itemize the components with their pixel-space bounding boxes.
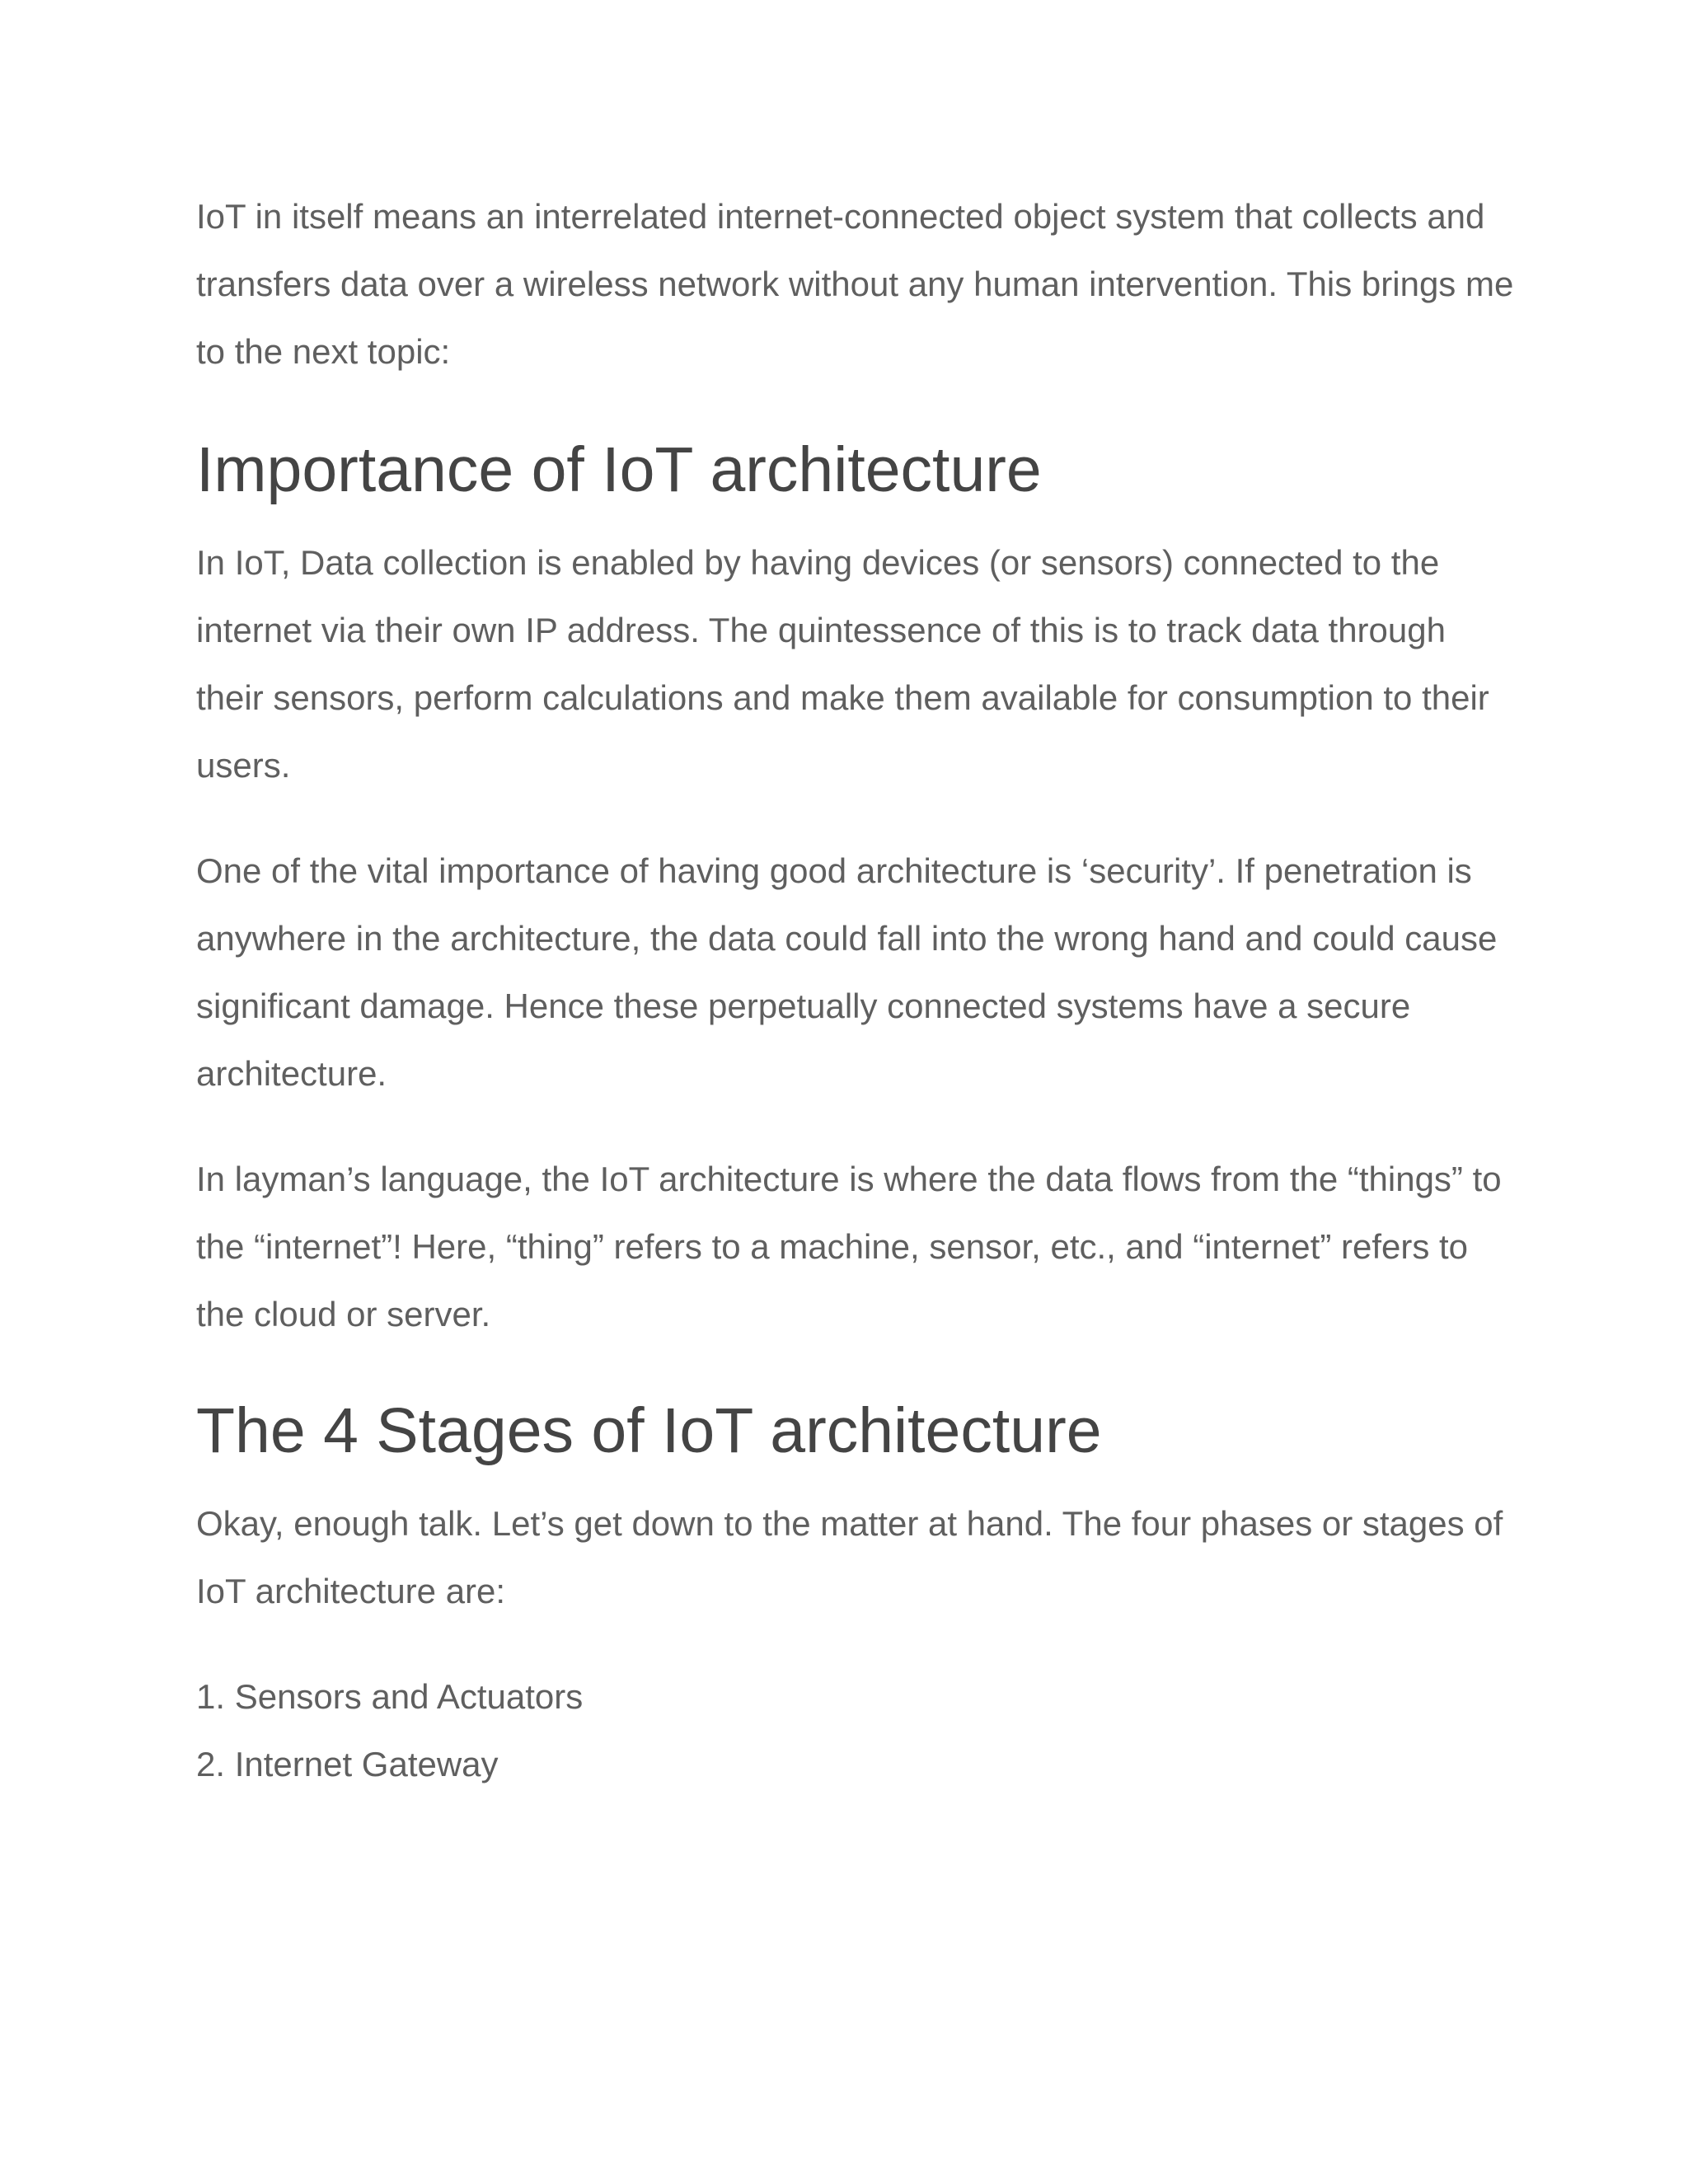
intro-paragraph: IoT in itself means an interrelated internet-connected object system that collects and transfers data over a wireless network without any human intervention. This brings me to the next topic: <box>196 197 1514 371</box>
importance-paragraph-3: In layman’s language, the IoT architecture is where the data flows from the “things” to the “internet”! Here, “thing” refers to a machine, sensor, etc., and “internet” refers to the cloud or server. <box>196 1160 1502 1333</box>
stages-list <box>196 1663 1515 1798</box>
document-page <box>196 183 1515 1798</box>
list-item: 1. Sensors and Actuators <box>196 1677 584 1716</box>
importance-paragraph-2: One of the vital importance of having good architecture is ‘security’. If penetration is anywhere in the architecture, the data could fall into the wrong hand and could cause significant damage. Hence these perpetually connected systems have a secure architecture. <box>196 851 1498 1093</box>
section-heading-stages: The 4 Stages of IoT architecture <box>196 1395 1102 1466</box>
section-heading-importance: Importance of IoT architecture <box>196 434 1042 505</box>
importance-paragraph-1: In IoT, Data collection is enabled by having devices (or sensors) connected to the internet via their own IP address. The quintessence of this is to track data through their sensors, perform calculations and make them available for consumption to their users. <box>196 543 1489 785</box>
list-item: 2. Internet Gateway <box>196 1745 499 1783</box>
stages-intro-paragraph: Okay, enough talk. Let’s get down to the matter at hand. The four phases or stages of IoT architecture are: <box>196 1504 1503 1610</box>
